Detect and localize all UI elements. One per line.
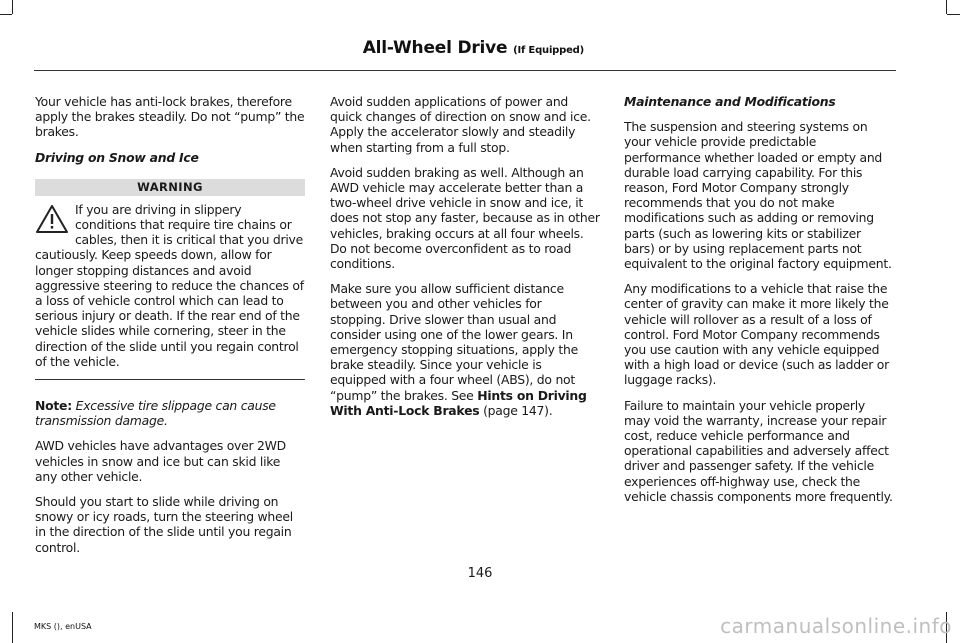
warning-text: If you are driving in slippery conditions that require tire chains or cables, then it is critical that you drive cautiously. Keep speeds down, allow for longer stopping distances and avoid aggressive steering to reduce the chances of a loss of vehicle control which can lead to serious injury or death. If the rear end of the vehicle slides while cornering, steer in the direction of the slide until you regain control of the vehicle. bbox=[35, 201, 304, 369]
cross-reference-link[interactable]: Hints on Driving With Anti-Lock Brakes bbox=[330, 387, 587, 418]
note-text: Excessive tire slippage can cause transmission damage. bbox=[35, 398, 276, 429]
paragraph: AWD vehicles have advantages over 2WD vehicles in snow and ice but can skid like any other vehicle. bbox=[35, 438, 286, 484]
paragraph: Avoid sudden braking as well. Although an AWD vehicle may accelerate better than a two-wheel drive vehicle in snow and ice, it does not stop any faster, because as in other vehicles, braking occurs at all four wheels. Do not become overconfident as to road conditions. bbox=[330, 164, 600, 272]
crop-mark bbox=[947, 14, 960, 15]
section-title: All-Wheel Drive bbox=[362, 38, 508, 58]
crop-mark bbox=[12, 612, 13, 643]
watermark: carmanualsonline.info bbox=[720, 614, 952, 638]
page-title bbox=[363, 38, 584, 58]
crop-mark bbox=[946, 0, 947, 14]
section-subtitle: (If Equipped) bbox=[513, 45, 584, 56]
warning-banner: WARNING bbox=[35, 179, 305, 196]
paragraph: Should you start to slide while driving on snowy or icy roads, turn the steering wheel in the direction of the slide until you regain control. bbox=[35, 494, 293, 555]
page-reference: (page 147). bbox=[483, 402, 553, 418]
paragraph bbox=[330, 281, 600, 418]
paragraph: Your vehicle has anti-lock brakes, therefore apply the brakes steadily. Do not “pump” the brakes. bbox=[35, 94, 305, 140]
warning-divider bbox=[35, 379, 305, 380]
paragraph: Failure to maintain your vehicle properly may void the warranty, increase your repair cost, reduce vehicle performance and operational capabilities and adversely affect driver and passenger safety. If the vehicle experiences off-highway use, check the vehicle chassis components more frequently. bbox=[624, 397, 893, 504]
note bbox=[35, 398, 305, 428]
section-heading: Driving on Snow and Ice bbox=[35, 149, 199, 165]
paragraph: The suspension and steering systems on your vehicle provide predictable performance whether loaded or empty and durable load carrying capability. For this reason, Ford Motor Company strongly recommends that you do not make modifications such as adding or removing parts (such as lowering kits or stabilizer bars) or by using replacement parts not equivalent to the original factory equipment. bbox=[624, 119, 892, 272]
note-label: Note: bbox=[35, 398, 72, 414]
warning-triangle-icon bbox=[35, 204, 69, 234]
header-divider bbox=[34, 70, 896, 71]
warning-box bbox=[35, 202, 305, 369]
section-heading: Maintenance and Modifications bbox=[624, 94, 836, 109]
paragraph: Any modifications to a vehicle that raise the center of gravity can make it more likely the vehicle will rollover as a result of a loss of control. Ford Motor Company recommends you use caution with any vehicle equipped with a high load or device (such as ladder or luggage racks). bbox=[624, 281, 889, 388]
crop-mark bbox=[0, 14, 12, 15]
footer-label: MKS (), enUSA bbox=[34, 622, 92, 631]
column-3 bbox=[624, 94, 894, 514]
page-number: 146 bbox=[467, 566, 493, 581]
crop-mark bbox=[12, 0, 13, 14]
paragraph: Avoid sudden applications of power and quick changes of direction on snow and ice. Apply the accelerator slowly and steadily when starting from a full stop. bbox=[330, 94, 591, 155]
column-2 bbox=[330, 94, 600, 428]
column-1 bbox=[35, 94, 305, 565]
paragraph-text: Make sure you allow sufficient distance between you and other vehicles for stopping. Drive slower than usual and consider using one of the lower gears. In emergency stopping situations, apply the brake steadily. Since your vehicle is equipped with a four wheel (ABS), do not “pump” the brakes. See bbox=[330, 281, 578, 403]
